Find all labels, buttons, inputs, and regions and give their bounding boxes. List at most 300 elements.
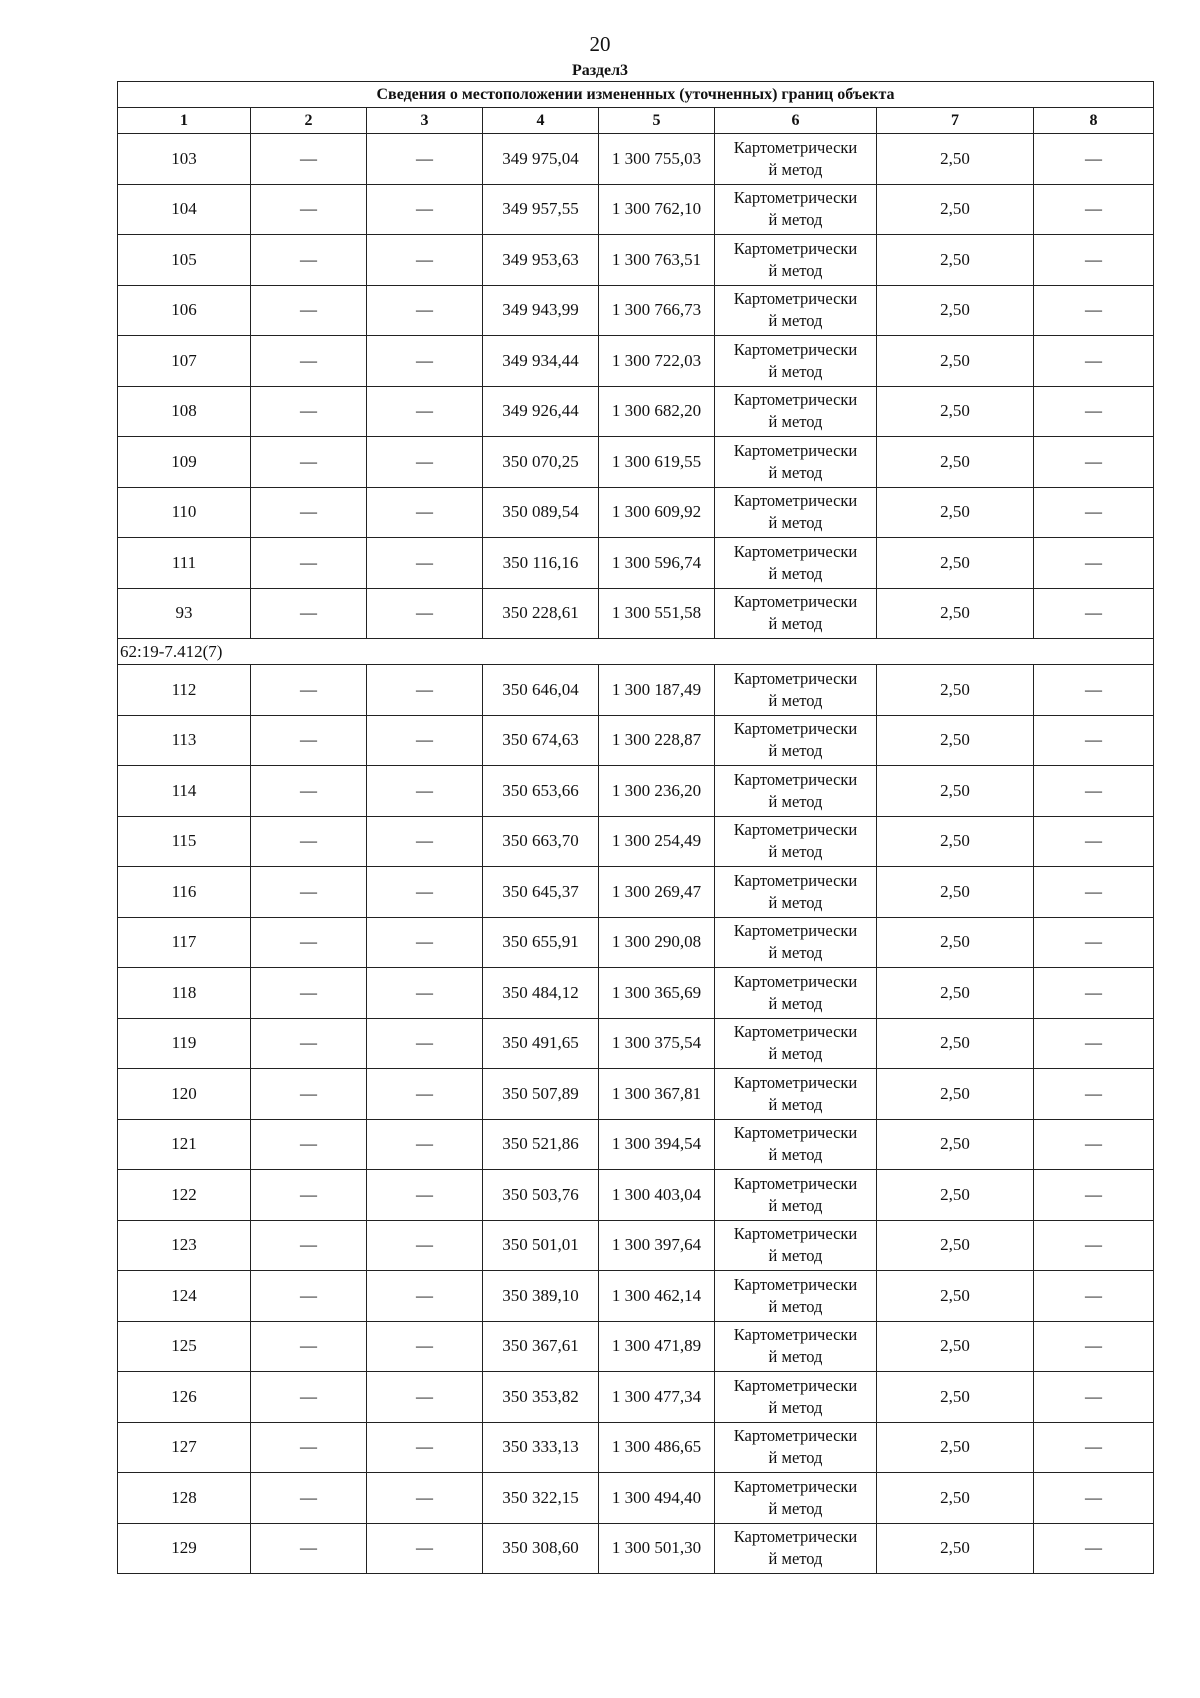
y-coordinate-cell: 1 300 375,54 [599, 1018, 715, 1069]
col8-cell: — [1034, 1271, 1154, 1322]
method-line-1: Картометрически [733, 1527, 858, 1547]
col3-cell: — [367, 487, 483, 538]
col8-cell: — [1034, 1321, 1154, 1372]
table-row [118, 487, 1154, 538]
col2-cell: — [251, 1523, 367, 1574]
point-number-cell: 126 [118, 1372, 251, 1423]
table-row [118, 1422, 1154, 1473]
method-cell [715, 336, 877, 387]
method-line-2: й метод [768, 1498, 823, 1518]
col8-cell: — [1034, 816, 1154, 867]
col8-cell: — [1034, 1018, 1154, 1069]
point-number-cell: 103 [118, 134, 251, 185]
accuracy-cell: 2,50 [877, 1523, 1034, 1574]
method-line-1: Картометрически [733, 719, 858, 739]
table-row [118, 1069, 1154, 1120]
table-row [118, 665, 1154, 716]
col8-cell: — [1034, 715, 1154, 766]
col2-cell: — [251, 1069, 367, 1120]
col8-cell: — [1034, 665, 1154, 716]
method-line-2: й метод [768, 311, 823, 331]
point-number-cell: 107 [118, 336, 251, 387]
accuracy-cell: 2,50 [877, 715, 1034, 766]
accuracy-cell: 2,50 [877, 1271, 1034, 1322]
point-number-cell: 113 [118, 715, 251, 766]
method-cell [715, 1170, 877, 1221]
method-line-1: Картометрически [733, 1476, 858, 1496]
col3-cell: — [367, 1069, 483, 1120]
col3-cell: — [367, 867, 483, 918]
x-coordinate-cell: 350 653,66 [483, 766, 599, 817]
y-coordinate-cell: 1 300 397,64 [599, 1220, 715, 1271]
method-line-2: й метод [768, 1448, 823, 1468]
x-coordinate-cell: 350 674,63 [483, 715, 599, 766]
accuracy-cell: 2,50 [877, 1018, 1034, 1069]
table-row [118, 816, 1154, 867]
method-cell [715, 386, 877, 437]
point-number-cell: 108 [118, 386, 251, 437]
column-header: 5 [599, 108, 715, 134]
method-line-1: Картометрически [733, 1274, 858, 1294]
method-cell [715, 588, 877, 639]
col8-cell: — [1034, 1523, 1154, 1574]
y-coordinate-cell: 1 300 254,49 [599, 816, 715, 867]
accuracy-cell: 2,50 [877, 386, 1034, 437]
col2-cell: — [251, 588, 367, 639]
col2-cell: — [251, 1321, 367, 1372]
col3-cell: — [367, 968, 483, 1019]
col8-cell: — [1034, 1372, 1154, 1423]
col3-cell: — [367, 816, 483, 867]
accuracy-cell: 2,50 [877, 1220, 1034, 1271]
y-coordinate-cell: 1 300 682,20 [599, 386, 715, 437]
method-cell [715, 1372, 877, 1423]
col8-cell: — [1034, 134, 1154, 185]
table-row [118, 1321, 1154, 1372]
y-coordinate-cell: 1 300 236,20 [599, 766, 715, 817]
method-line-2: й метод [768, 993, 823, 1013]
point-number-cell: 125 [118, 1321, 251, 1372]
accuracy-cell: 2,50 [877, 867, 1034, 918]
y-coordinate-cell: 1 300 367,81 [599, 1069, 715, 1120]
col3-cell: — [367, 1119, 483, 1170]
point-number-cell: 117 [118, 917, 251, 968]
accuracy-cell: 2,50 [877, 437, 1034, 488]
col3-cell: — [367, 766, 483, 817]
x-coordinate-cell: 350 484,12 [483, 968, 599, 1019]
method-line-1: Картометрически [733, 1325, 858, 1345]
y-coordinate-cell: 1 300 494,40 [599, 1473, 715, 1524]
method-cell [715, 766, 877, 817]
table-row [118, 715, 1154, 766]
accuracy-cell: 2,50 [877, 1422, 1034, 1473]
method-line-2: й метод [768, 614, 823, 634]
y-coordinate-cell: 1 300 755,03 [599, 134, 715, 185]
point-number-cell: 128 [118, 1473, 251, 1524]
col8-cell: — [1034, 917, 1154, 968]
x-coordinate-cell: 350 491,65 [483, 1018, 599, 1069]
col3-cell: — [367, 588, 483, 639]
method-line-1: Картометрически [733, 339, 858, 359]
col8-cell: — [1034, 1069, 1154, 1120]
method-line-1: Картометрически [733, 1375, 858, 1395]
method-cell [715, 1321, 877, 1372]
col2-cell: — [251, 437, 367, 488]
y-coordinate-cell: 1 300 766,73 [599, 285, 715, 336]
y-coordinate-cell: 1 300 763,51 [599, 235, 715, 286]
col2-cell: — [251, 1119, 367, 1170]
col8-cell: — [1034, 588, 1154, 639]
x-coordinate-cell: 350 228,61 [483, 588, 599, 639]
x-coordinate-cell: 350 322,15 [483, 1473, 599, 1524]
method-cell [715, 1069, 877, 1120]
method-line-2: й метод [768, 361, 823, 381]
point-number-cell: 114 [118, 766, 251, 817]
y-coordinate-cell: 1 300 619,55 [599, 437, 715, 488]
col8-cell: — [1034, 1170, 1154, 1221]
col3-cell: — [367, 134, 483, 185]
col2-cell: — [251, 715, 367, 766]
method-line-2: й метод [768, 412, 823, 432]
point-number-cell: 123 [118, 1220, 251, 1271]
method-cell [715, 1119, 877, 1170]
table-row [118, 1220, 1154, 1271]
method-line-1: Картометрически [733, 137, 858, 157]
table-row [118, 184, 1154, 235]
method-line-2: й метод [768, 791, 823, 811]
method-line-2: й метод [768, 159, 823, 179]
method-line-1: Картометрически [733, 440, 858, 460]
col8-cell: — [1034, 1220, 1154, 1271]
y-coordinate-cell: 1 300 501,30 [599, 1523, 715, 1574]
method-cell [715, 1473, 877, 1524]
point-number-cell: 121 [118, 1119, 251, 1170]
col8-cell: — [1034, 968, 1154, 1019]
y-coordinate-cell: 1 300 187,49 [599, 665, 715, 716]
col8-cell: — [1034, 437, 1154, 488]
method-line-1: Картометрически [733, 1426, 858, 1446]
y-coordinate-cell: 1 300 403,04 [599, 1170, 715, 1221]
x-coordinate-cell: 349 953,63 [483, 235, 599, 286]
x-coordinate-cell: 350 353,82 [483, 1372, 599, 1423]
method-line-2: й метод [768, 1296, 823, 1316]
point-number-cell: 105 [118, 235, 251, 286]
table-row [118, 235, 1154, 286]
accuracy-cell: 2,50 [877, 487, 1034, 538]
col3-cell: — [367, 285, 483, 336]
table-row [118, 1271, 1154, 1322]
accuracy-cell: 2,50 [877, 134, 1034, 185]
accuracy-cell: 2,50 [877, 665, 1034, 716]
method-line-1: Картометрически [733, 289, 858, 309]
method-cell [715, 538, 877, 589]
method-line-1: Картометрически [733, 668, 858, 688]
method-cell [715, 816, 877, 867]
method-line-1: Картометрически [733, 1173, 858, 1193]
point-number-cell: 112 [118, 665, 251, 716]
method-line-2: й метод [768, 1044, 823, 1064]
table-row [118, 968, 1154, 1019]
column-header: 1 [118, 108, 251, 134]
col2-cell: — [251, 538, 367, 589]
x-coordinate-cell: 350 663,70 [483, 816, 599, 867]
point-number-cell: 119 [118, 1018, 251, 1069]
method-line-2: й метод [768, 462, 823, 482]
point-number-cell: 110 [118, 487, 251, 538]
method-line-1: Картометрически [733, 188, 858, 208]
column-header: 4 [483, 108, 599, 134]
method-line-2: й метод [768, 1145, 823, 1165]
method-line-1: Картометрически [733, 971, 858, 991]
x-coordinate-cell: 350 116,16 [483, 538, 599, 589]
y-coordinate-cell: 1 300 228,87 [599, 715, 715, 766]
method-line-2: й метод [768, 1549, 823, 1569]
y-coordinate-cell: 1 300 486,65 [599, 1422, 715, 1473]
accuracy-cell: 2,50 [877, 917, 1034, 968]
accuracy-cell: 2,50 [877, 336, 1034, 387]
table-row [118, 1473, 1154, 1524]
col8-cell: — [1034, 235, 1154, 286]
method-cell [715, 715, 877, 766]
col3-cell: — [367, 1321, 483, 1372]
x-coordinate-cell: 350 507,89 [483, 1069, 599, 1120]
page-number: 20 [589, 32, 611, 56]
col3-cell: — [367, 386, 483, 437]
point-number-cell: 115 [118, 816, 251, 867]
method-cell [715, 235, 877, 286]
y-coordinate-cell: 1 300 394,54 [599, 1119, 715, 1170]
col8-cell: — [1034, 487, 1154, 538]
method-line-2: й метод [768, 690, 823, 710]
col2-cell: — [251, 386, 367, 437]
col2-cell: — [251, 1220, 367, 1271]
method-line-2: й метод [768, 1397, 823, 1417]
col8-cell: — [1034, 1422, 1154, 1473]
method-line-2: й метод [768, 892, 823, 912]
y-coordinate-cell: 1 300 596,74 [599, 538, 715, 589]
x-coordinate-cell: 350 333,13 [483, 1422, 599, 1473]
point-number-cell: 129 [118, 1523, 251, 1574]
col2-cell: — [251, 766, 367, 817]
col2-cell: — [251, 487, 367, 538]
col2-cell: — [251, 184, 367, 235]
col3-cell: — [367, 1018, 483, 1069]
accuracy-cell: 2,50 [877, 1321, 1034, 1372]
method-line-1: Картометрически [733, 541, 858, 561]
col8-cell: — [1034, 386, 1154, 437]
table-row [118, 1523, 1154, 1574]
method-line-1: Картометрически [733, 1123, 858, 1143]
x-coordinate-cell: 350 655,91 [483, 917, 599, 968]
y-coordinate-cell: 1 300 290,08 [599, 917, 715, 968]
col3-cell: — [367, 538, 483, 589]
method-line-2: й метод [768, 1094, 823, 1114]
method-line-1: Картометрически [733, 769, 858, 789]
point-number-cell: 109 [118, 437, 251, 488]
method-cell [715, 867, 877, 918]
table-row [118, 917, 1154, 968]
accuracy-cell: 2,50 [877, 588, 1034, 639]
table-row [118, 437, 1154, 488]
x-coordinate-cell: 349 934,44 [483, 336, 599, 387]
section-label: Раздел3 [571, 62, 629, 79]
x-coordinate-cell: 350 367,61 [483, 1321, 599, 1372]
method-cell [715, 1271, 877, 1322]
col8-cell: — [1034, 867, 1154, 918]
method-cell [715, 184, 877, 235]
col3-cell: — [367, 437, 483, 488]
point-number-cell: 111 [118, 538, 251, 589]
method-cell [715, 487, 877, 538]
x-coordinate-cell: 349 926,44 [483, 386, 599, 437]
column-header: 8 [1034, 108, 1154, 134]
method-line-2: й метод [768, 513, 823, 533]
y-coordinate-cell: 1 300 365,69 [599, 968, 715, 1019]
x-coordinate-cell: 350 308,60 [483, 1523, 599, 1574]
y-coordinate-cell: 1 300 477,34 [599, 1372, 715, 1423]
column-header: 3 [367, 108, 483, 134]
boundary-coordinates-table [117, 81, 1154, 1574]
table-row [118, 588, 1154, 639]
col8-cell: — [1034, 538, 1154, 589]
y-coordinate-cell: 1 300 471,89 [599, 1321, 715, 1372]
col3-cell: — [367, 336, 483, 387]
col3-cell: — [367, 665, 483, 716]
x-coordinate-cell: 350 089,54 [483, 487, 599, 538]
method-cell [715, 437, 877, 488]
col2-cell: — [251, 665, 367, 716]
point-number-cell: 120 [118, 1069, 251, 1120]
table-body [118, 134, 1154, 1574]
method-line-1: Картометрически [733, 1022, 858, 1042]
x-coordinate-cell: 349 975,04 [483, 134, 599, 185]
col2-cell: — [251, 285, 367, 336]
table-row [118, 386, 1154, 437]
y-coordinate-cell: 1 300 609,92 [599, 487, 715, 538]
accuracy-cell: 2,50 [877, 1119, 1034, 1170]
col8-cell: — [1034, 184, 1154, 235]
x-coordinate-cell: 350 646,04 [483, 665, 599, 716]
table-row [118, 1170, 1154, 1221]
method-cell [715, 285, 877, 336]
method-line-1: Картометрически [733, 1224, 858, 1244]
x-coordinate-cell: 349 957,55 [483, 184, 599, 235]
table-row [118, 1018, 1154, 1069]
group-row [118, 639, 1154, 665]
x-coordinate-cell: 350 503,76 [483, 1170, 599, 1221]
y-coordinate-cell: 1 300 551,58 [599, 588, 715, 639]
col3-cell: — [367, 917, 483, 968]
x-coordinate-cell: 350 070,25 [483, 437, 599, 488]
table-row [118, 285, 1154, 336]
method-line-1: Картометрически [733, 390, 858, 410]
method-cell [715, 134, 877, 185]
accuracy-cell: 2,50 [877, 1473, 1034, 1524]
method-line-2: й метод [768, 260, 823, 280]
accuracy-cell: 2,50 [877, 816, 1034, 867]
col3-cell: — [367, 1422, 483, 1473]
point-number-cell: 118 [118, 968, 251, 1019]
col3-cell: — [367, 1220, 483, 1271]
col2-cell: — [251, 134, 367, 185]
col3-cell: — [367, 1372, 483, 1423]
method-line-2: й метод [768, 741, 823, 761]
accuracy-cell: 2,50 [877, 1069, 1034, 1120]
col2-cell: — [251, 816, 367, 867]
col3-cell: — [367, 1271, 483, 1322]
method-line-1: Картометрически [733, 820, 858, 840]
x-coordinate-cell: 350 521,86 [483, 1119, 599, 1170]
x-coordinate-cell: 350 389,10 [483, 1271, 599, 1322]
method-cell [715, 968, 877, 1019]
col2-cell: — [251, 1271, 367, 1322]
point-number-cell: 127 [118, 1422, 251, 1473]
method-line-1: Картометрически [733, 921, 858, 941]
col3-cell: — [367, 1523, 483, 1574]
col2-cell: — [251, 1170, 367, 1221]
col8-cell: — [1034, 766, 1154, 817]
accuracy-cell: 2,50 [877, 1372, 1034, 1423]
accuracy-cell: 2,50 [877, 1170, 1034, 1221]
col3-cell: — [367, 235, 483, 286]
method-cell [715, 1018, 877, 1069]
x-coordinate-cell: 349 943,99 [483, 285, 599, 336]
table-row [118, 134, 1154, 185]
accuracy-cell: 2,50 [877, 968, 1034, 1019]
col2-cell: — [251, 1018, 367, 1069]
table-row [118, 766, 1154, 817]
col3-cell: — [367, 715, 483, 766]
method-cell [715, 1422, 877, 1473]
point-number-cell: 93 [118, 588, 251, 639]
x-coordinate-cell: 350 501,01 [483, 1220, 599, 1271]
col2-cell: — [251, 1473, 367, 1524]
method-line-2: й метод [768, 1246, 823, 1266]
col2-cell: — [251, 1422, 367, 1473]
column-header-row [118, 108, 1154, 134]
col3-cell: — [367, 1170, 483, 1221]
column-header: 6 [715, 108, 877, 134]
table-row [118, 867, 1154, 918]
x-coordinate-cell: 350 645,37 [483, 867, 599, 918]
method-line-2: й метод [768, 1195, 823, 1215]
col8-cell: — [1034, 285, 1154, 336]
point-number-cell: 104 [118, 184, 251, 235]
method-cell [715, 1220, 877, 1271]
point-number-cell: 116 [118, 867, 251, 918]
method-line-1: Картометрически [733, 1072, 858, 1092]
method-cell [715, 917, 877, 968]
col2-cell: — [251, 336, 367, 387]
col8-cell: — [1034, 1119, 1154, 1170]
accuracy-cell: 2,50 [877, 538, 1034, 589]
col2-cell: — [251, 867, 367, 918]
column-header: 7 [877, 108, 1034, 134]
table-row [118, 336, 1154, 387]
accuracy-cell: 2,50 [877, 285, 1034, 336]
col2-cell: — [251, 917, 367, 968]
method-line-2: й метод [768, 842, 823, 862]
column-header: 2 [251, 108, 367, 134]
method-line-2: й метод [768, 1347, 823, 1367]
method-line-2: й метод [768, 210, 823, 230]
col2-cell: — [251, 1372, 367, 1423]
accuracy-cell: 2,50 [877, 766, 1034, 817]
table-row [118, 538, 1154, 589]
point-number-cell: 124 [118, 1271, 251, 1322]
cadastral-group-label: 62:19-7.412(7) [118, 639, 1154, 665]
table-caption: Сведения о местоположении измененных (уточненных) границ объекта [118, 82, 1154, 108]
